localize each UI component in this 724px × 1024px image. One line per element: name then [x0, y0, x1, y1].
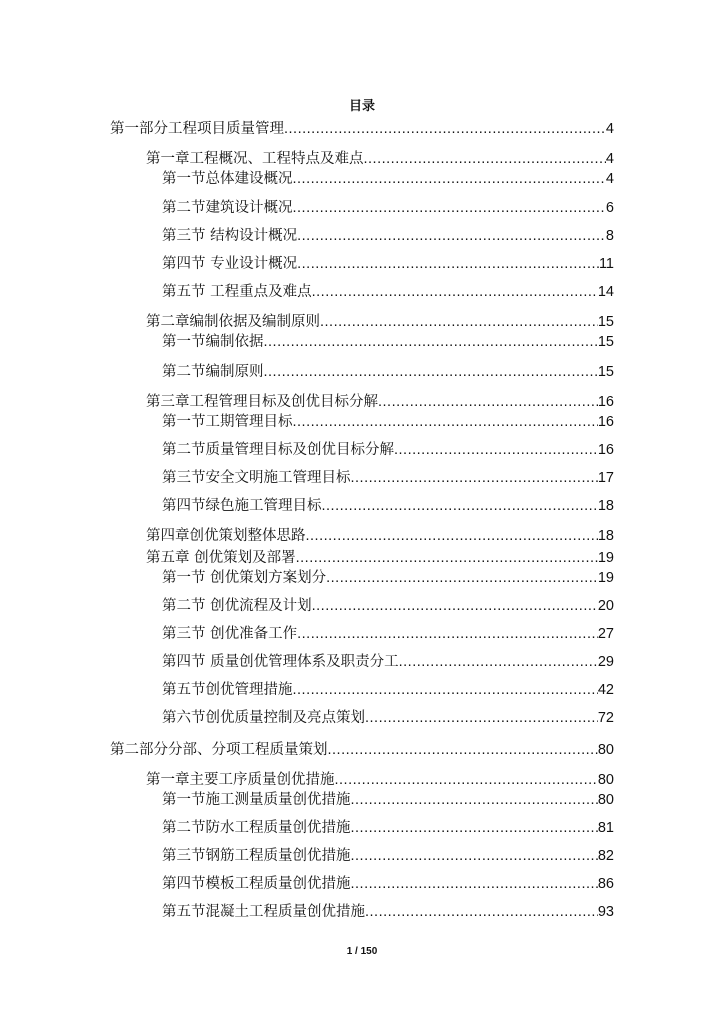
- toc-entry-page: 17: [597, 470, 614, 486]
- toc-entry[interactable]: [162, 496, 614, 516]
- toc-entry[interactable]: [162, 846, 614, 866]
- toc-entry[interactable]: [162, 412, 614, 432]
- toc-entry-page: 4: [605, 121, 614, 137]
- dot-leader: [293, 198, 606, 218]
- toc-entry[interactable]: [162, 226, 614, 246]
- dot-leader: [296, 548, 598, 568]
- toc-entry-label: 第四章创优策划整体思路: [146, 528, 306, 544]
- dot-leader: [394, 440, 598, 460]
- toc-entry-label: 第二部分分部、分项工程质量策划: [110, 742, 328, 758]
- dot-leader: [328, 740, 598, 760]
- toc-entry-page: 81: [597, 820, 614, 836]
- toc-entry-page: 8: [605, 228, 614, 244]
- toc-entry-page: 16: [597, 442, 614, 458]
- dot-leader: [297, 226, 606, 246]
- toc-entry-page: 11: [598, 256, 614, 272]
- toc-entry-label: 第一节编制依据: [162, 334, 264, 350]
- toc-title: 目录: [348, 99, 375, 114]
- toc-entry-page: 42: [597, 682, 614, 698]
- dot-leader: [312, 596, 598, 616]
- toc-entry-page: 18: [597, 498, 614, 514]
- toc-entry-label: 第二节 创优流程及计划: [162, 598, 312, 614]
- toc-entry[interactable]: [162, 198, 614, 218]
- toc-entry[interactable]: [146, 548, 614, 568]
- toc-entry-label: 第一节工期管理目标: [162, 414, 293, 430]
- toc-entry-label: 第三节安全文明施工管理目标: [162, 470, 351, 486]
- dot-leader: [264, 362, 598, 382]
- dot-leader: [351, 874, 598, 894]
- toc-entry-label: 第一部分工程项目质量管理: [110, 121, 284, 137]
- dot-leader: [326, 568, 598, 588]
- toc-entry[interactable]: [146, 526, 614, 546]
- toc-entry[interactable]: [162, 680, 614, 700]
- dot-leader: [351, 790, 598, 810]
- toc-entry-page: 15: [597, 364, 614, 380]
- toc-entry-label: 第五节混凝土工程质量创优措施: [162, 904, 365, 920]
- toc-entry-page: 6: [605, 200, 614, 216]
- toc-entry[interactable]: [110, 740, 614, 760]
- toc-entry-label: 第五节 工程重点及难点: [162, 284, 312, 300]
- toc-entry-label: 第三节钢筋工程质量创优措施: [162, 848, 351, 864]
- toc-entry-page: 15: [597, 314, 614, 330]
- dot-leader: [364, 149, 606, 169]
- toc-entry-page: 82: [597, 848, 614, 864]
- toc-entry-page: 4: [605, 171, 614, 187]
- toc-entry-label: 第一章主要工序质量创优措施: [146, 772, 335, 788]
- toc-entry[interactable]: [162, 818, 614, 838]
- toc-entry[interactable]: [162, 440, 614, 460]
- dot-leader: [351, 468, 598, 488]
- toc-entry-page: 16: [597, 414, 614, 430]
- toc-entry[interactable]: [162, 624, 614, 644]
- toc-entry-page: 29: [597, 654, 614, 670]
- toc-entry[interactable]: [162, 652, 614, 672]
- toc-entry-label: 第三节 结构设计概况: [162, 228, 298, 244]
- toc-entry[interactable]: [110, 119, 614, 139]
- toc-entry-label: 第二节编制原则: [162, 364, 264, 380]
- toc-entry-page: 93: [597, 904, 614, 920]
- toc-entry[interactable]: [162, 568, 614, 588]
- toc-entry[interactable]: [162, 468, 614, 488]
- dot-leader: [399, 652, 598, 672]
- dot-leader: [297, 624, 598, 644]
- toc-entry-page: 80: [597, 742, 614, 758]
- toc-entry-label: 第二章编制依据及编制原则: [146, 314, 320, 330]
- toc-entry-label: 第五章 创优策划及部署: [146, 550, 296, 566]
- toc-entry-label: 第三章工程管理目标及创优目标分解: [146, 394, 378, 410]
- toc-entry-label: 第一节 创优策划方案划分: [162, 570, 327, 586]
- toc-entry-page: 86: [597, 876, 614, 892]
- toc-entry-label: 第二节防水工程质量创优措施: [162, 820, 351, 836]
- toc-entry-page: 14: [597, 284, 614, 300]
- toc-entry-label: 第一节总体建设概况: [162, 171, 293, 187]
- toc-entry-label: 第四节绿色施工管理目标: [162, 498, 322, 514]
- toc-entry-label: 第二节质量管理目标及创优目标分解: [162, 442, 394, 458]
- toc-entry[interactable]: [162, 708, 614, 728]
- toc-entry-label: 第三节 创优准备工作: [162, 626, 298, 642]
- toc-entry[interactable]: [162, 332, 614, 352]
- toc-entry-label: 第五节创优管理措施: [162, 682, 293, 698]
- toc-entry-label: 第四节 专业设计概况: [162, 256, 298, 272]
- toc-entry-page: 72: [597, 710, 614, 726]
- dot-leader: [312, 282, 598, 302]
- dot-leader: [306, 526, 598, 546]
- toc-entry[interactable]: [162, 874, 614, 894]
- dot-leader: [322, 496, 598, 516]
- dot-leader: [351, 818, 598, 838]
- toc-entry-page: 19: [597, 570, 614, 586]
- toc-entry-label: 第二节建筑设计概况: [162, 200, 293, 216]
- dot-leader: [365, 708, 598, 728]
- toc-entry-label: 第一节施工测量质量创优措施: [162, 792, 351, 808]
- toc-entry-page: 27: [597, 626, 614, 642]
- dot-leader: [320, 312, 598, 332]
- dot-leader: [293, 412, 598, 432]
- toc-entry-page: 80: [597, 792, 614, 808]
- toc-entry-label: 第四节模板工程质量创优措施: [162, 876, 351, 892]
- toc-entry-label: 第四节 质量创优管理体系及职责分工: [162, 654, 399, 670]
- toc-entry-label: 第六节创优质量控制及亮点策划: [162, 710, 365, 726]
- toc-entry[interactable]: [146, 392, 614, 412]
- toc-entry[interactable]: [162, 596, 614, 616]
- dot-leader: [378, 392, 598, 412]
- toc-entry[interactable]: [146, 770, 614, 790]
- toc-entry-page: 15: [597, 334, 614, 350]
- dot-leader: [297, 254, 599, 274]
- toc-entry[interactable]: [162, 254, 614, 274]
- dot-leader: [365, 902, 598, 922]
- toc-entry[interactable]: [162, 790, 614, 810]
- toc-entry-page: 19: [597, 550, 614, 566]
- toc-entry-page: 18: [597, 528, 614, 544]
- dot-leader: [293, 169, 606, 189]
- toc-entry[interactable]: [146, 312, 614, 332]
- dot-leader: [264, 332, 598, 352]
- toc-entry-label: 第一章工程概况、工程特点及难点: [146, 151, 364, 167]
- toc-entry-page: 80: [597, 772, 614, 788]
- page-number: 1 / 150: [346, 946, 378, 957]
- dot-leader: [351, 846, 598, 866]
- toc-entry[interactable]: [146, 149, 614, 169]
- toc-entry-page: 4: [605, 151, 614, 167]
- toc-entry-page: 16: [597, 394, 614, 410]
- dot-leader: [293, 680, 598, 700]
- dot-leader: [335, 770, 598, 790]
- toc-entry[interactable]: [162, 902, 614, 922]
- toc-entry-page: 20: [597, 598, 614, 614]
- toc-entry[interactable]: [162, 362, 614, 382]
- toc-entry[interactable]: [162, 282, 614, 302]
- toc-entry[interactable]: [162, 169, 614, 189]
- dot-leader: [284, 119, 606, 139]
